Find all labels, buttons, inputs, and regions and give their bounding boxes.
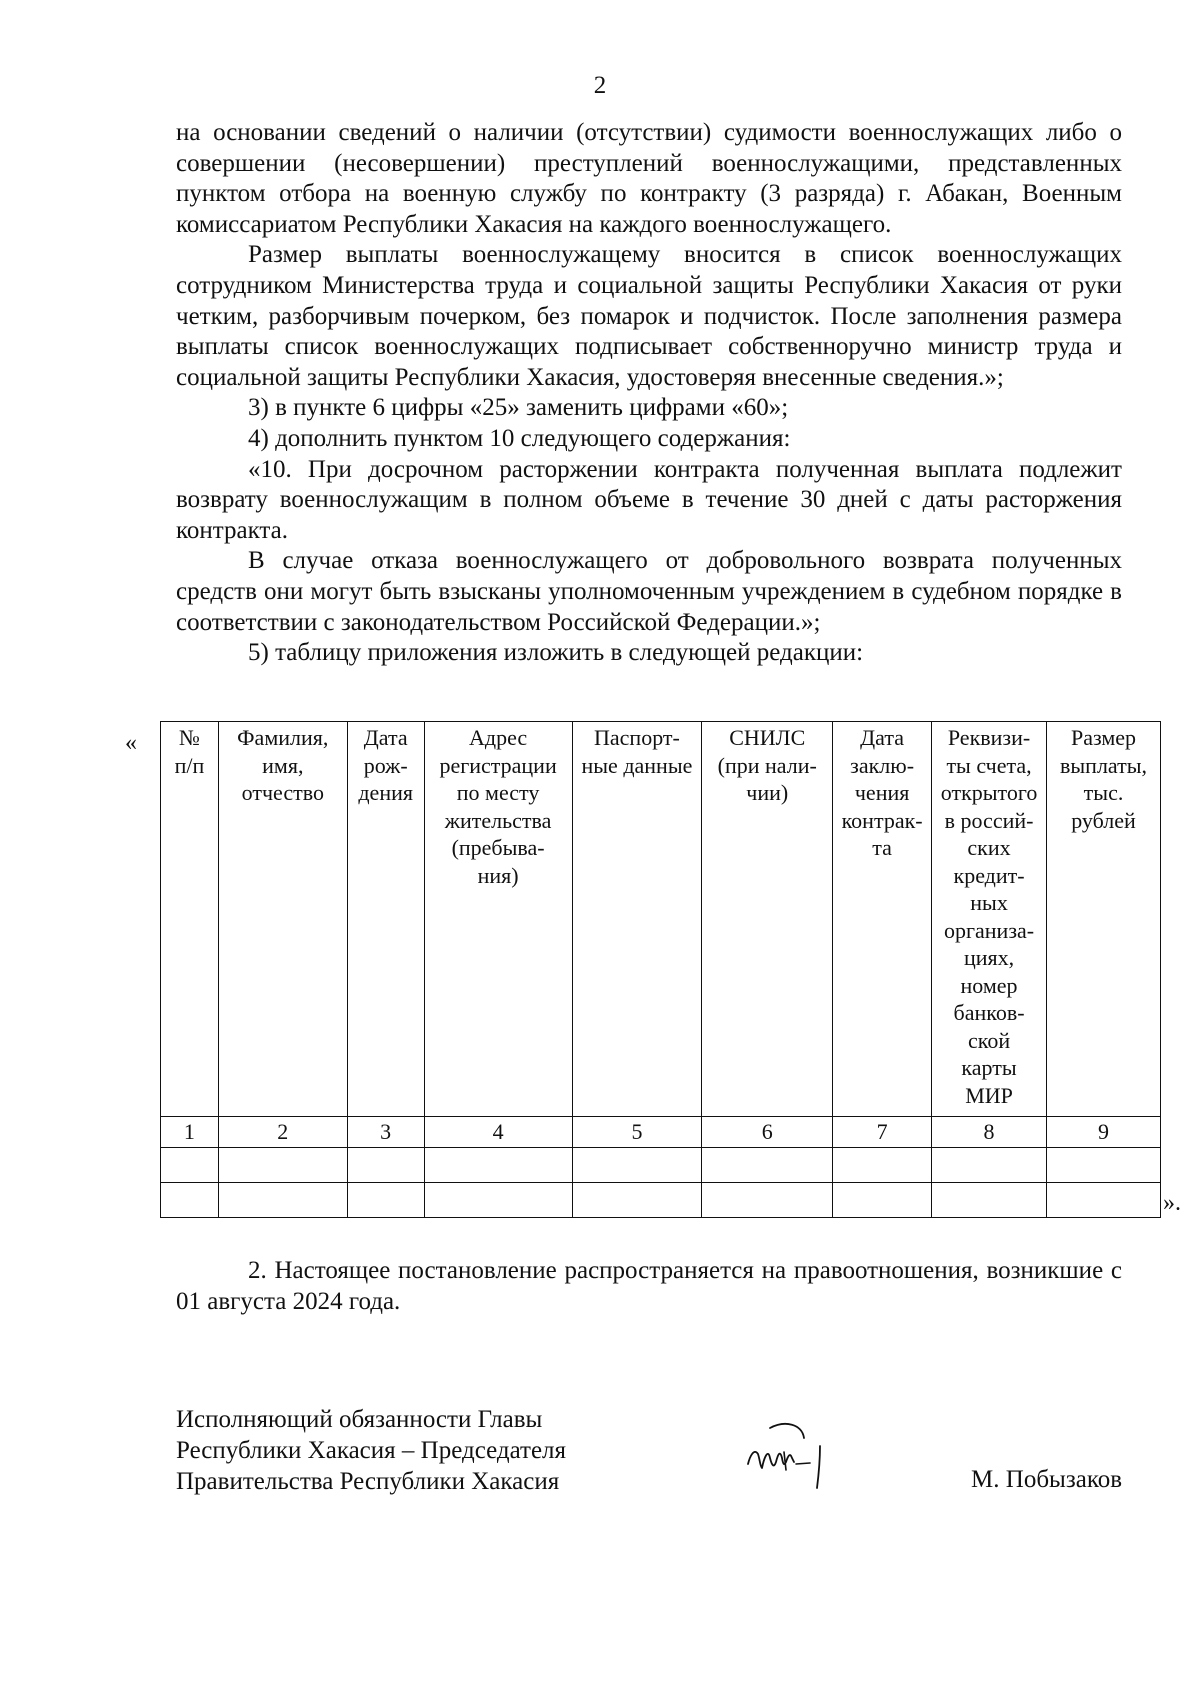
table-cell: [424, 1148, 572, 1183]
table-cell: [702, 1183, 833, 1218]
table-row: [161, 1148, 1161, 1183]
column-number-cell: 9: [1047, 1117, 1161, 1148]
table-cell: [572, 1183, 702, 1218]
paragraph: 4) дополнить пунктом 10 следующего содержания:: [248, 424, 791, 452]
table-cell: [833, 1183, 932, 1218]
table-open-quote: «: [125, 730, 137, 756]
document-body: [176, 118, 1122, 669]
column-number-cell: 3: [347, 1117, 424, 1148]
header-cell: Размер выплаты, тыс. рублей: [1047, 722, 1161, 1117]
header-cell: № п/п: [161, 722, 219, 1117]
signatory-title-line: Республики Хакасия – Председателя: [176, 1437, 567, 1464]
table-cell: [1047, 1148, 1161, 1183]
table-cell: [424, 1183, 572, 1218]
table-cell: [161, 1148, 219, 1183]
appendix-table: [160, 721, 1161, 1218]
signatory-title-line: Исполняющий обязанности Главы: [176, 1406, 543, 1433]
table-row: [161, 1183, 1161, 1218]
page-number: 2: [593, 72, 607, 99]
table-cell: [572, 1148, 702, 1183]
header-cell: Дата заклю- чения контрак- та: [833, 722, 932, 1117]
signatory-title-line: Правительства Республики Хакасия: [176, 1468, 560, 1495]
column-number-cell: 2: [218, 1117, 347, 1148]
column-number-cell: 5: [572, 1117, 702, 1148]
signatory-name: М. Побызаков: [971, 1466, 1122, 1493]
paragraph: 5) таблицу приложения изложить в следующей редакции:: [248, 639, 864, 667]
column-number-cell: 8: [932, 1117, 1047, 1148]
header-cell: Паспорт- ные данные: [572, 722, 702, 1117]
table-cell: [161, 1183, 219, 1218]
paragraph: 2. Настоящее постановление распространяется на правоотношения, возникшие с 01 августа 2024 года.: [176, 1257, 1122, 1315]
table-cell: [347, 1183, 424, 1218]
paragraph: В случае отказа военнослужащего от добровольного возврата полученных средств они могут быть взысканы уполномоченным учреждением в судебном порядке в соответствии с законодательством Российской Федерации.»;: [176, 547, 1122, 636]
column-number-cell: 1: [161, 1117, 219, 1148]
header-cell: Реквизи- ты счета, открытого в россий- ских кредит- ных организа- циях, номер банков- ской карты МИР: [932, 722, 1047, 1117]
paragraph: 3) в пункте 6 цифры «25» заменить цифрами «60»;: [248, 394, 789, 422]
signatory-title: [176, 1404, 566, 1497]
table-cell: [218, 1183, 347, 1218]
table-cell: [347, 1148, 424, 1183]
handwritten-signature: [740, 1418, 840, 1498]
paragraph: на основании сведений о наличии (отсутствии) судимости военнослужащих либо о совершении (несовершении) преступлений военнослужащими, представленных пунктом отбора на военную службу по контракту (3 разряда) г. Абакан, Военным комиссариатом Республики Хакасия на каждого военнослужащего.: [176, 119, 1122, 238]
table-cell: [702, 1148, 833, 1183]
table-cell: [1047, 1183, 1161, 1218]
column-number-cell: 4: [424, 1117, 572, 1148]
closing-section: [176, 1255, 1122, 1317]
table-cell: [932, 1183, 1047, 1218]
column-number-cell: 7: [833, 1117, 932, 1148]
table-header-row: [161, 722, 1161, 1117]
header-cell: Фамилия, имя, отчество: [218, 722, 347, 1117]
paragraph: Размер выплаты военнослужащему вносится в список военнослужащих сотрудником Министерства труда и социальной защиты Республики Хакасия от руки четким, разборчивым почерком, без помарок и подчисток. После заполнения размера выплаты список военнослужащих подписывает собственноручно министр труда и социальной защиты Республики Хакасия, удостоверяя внесенные сведения.»;: [176, 241, 1122, 391]
table-cell: [932, 1148, 1047, 1183]
table-close-quote: ».: [1163, 1190, 1181, 1216]
paragraph: «10. При досрочном расторжении контракта полученная выплата подлежит возврату военнослужащим в полном объеме в течение 30 дней с даты расторжения контракта.: [176, 455, 1122, 544]
column-number-row: [161, 1117, 1161, 1148]
header-cell: Адрес регистрации по месту жительства (пребыва- ния): [424, 722, 572, 1117]
table-cell: [833, 1148, 932, 1183]
header-cell: Дата рож- дения: [347, 722, 424, 1117]
header-cell: СНИЛС (при нали- чии): [702, 722, 833, 1117]
column-number-cell: 6: [702, 1117, 833, 1148]
table-cell: [218, 1148, 347, 1183]
